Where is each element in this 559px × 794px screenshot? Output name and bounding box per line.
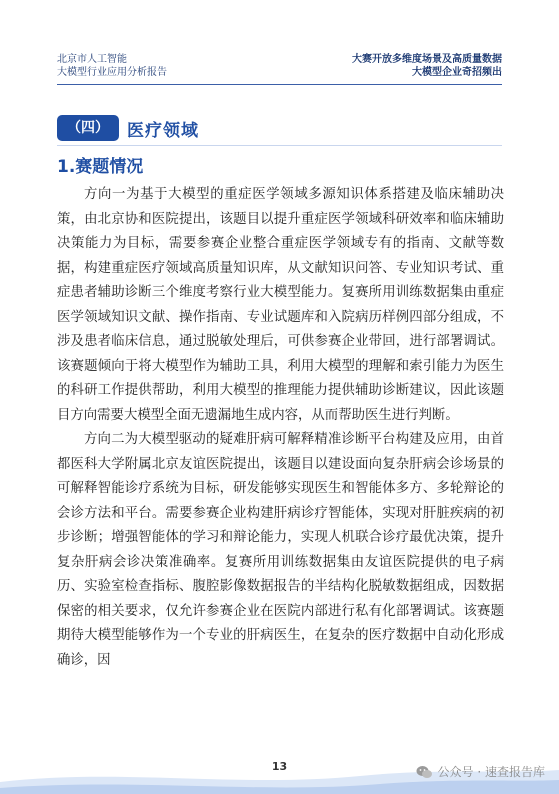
section-title: 医疗领域 xyxy=(127,120,199,141)
body-text xyxy=(57,183,504,673)
section-badge: （四） xyxy=(57,115,119,141)
paragraph: 方向一为基于大模型的重症医学领域多源知识体系搭建及临床辅助决策，由北京协和医院提出，该题目以提升重症医学领域科研效率和临床辅助决策能力为目标，需要参赛企业整合重症医学领域专有的指南、文献等数据，构建重症医疗领域高质量知识库，从文献知识问答、专业知识考试、重症患者辅助诊断三个维度考察行业大模型能力。复赛所用训练数据集由重症医学领域知识文献、操作指南、专业试题库和入院病历样例四部分组成，不涉及患者临床信息，通过脱敏处理后，可供参赛企业带回，进行部署调试。该赛题倾向于将大模型作为辅助工具，利用大模型的理解和索引能力为医生的科研工作提供帮助，利用大模型的推理能力提供辅助诊断建议，因此该题目方向需要大模型全面无遗漏地生成内容，从而帮助医生进行判断。 xyxy=(57,187,504,423)
report-title: 大模型行业应用分析报告 xyxy=(57,67,167,78)
watermark-text: 公众号 · 速查报告库 xyxy=(437,765,545,779)
subheading: 1.赛题情况 xyxy=(57,157,144,177)
watermark xyxy=(416,763,545,780)
section-heading xyxy=(57,115,199,141)
wechat-icon xyxy=(416,765,433,779)
chapter-title: 大赛开放多维度场景及高质量数据 xyxy=(352,54,502,65)
chapter-subtitle: 大模型企业奇招频出 xyxy=(412,67,502,78)
paragraph: 方向二为大模型驱动的疑难肝病可解释精准诊断平台构建及应用，由首都医科大学附属北京友谊医院提出，该题目以建设面向复杂肝病会诊场景的可解释智能诊疗系统为目标，研发能够实现医生和智能体多方、多轮辩论的会诊方法和平台。需要参赛企业构建肝病诊疗智能体，实现对肝脏疾病的初步诊断；增强智能体的学习和辩论能力，实现人机联合诊疗最优决策，提升复杂肝病会诊决策准确率。复赛所用训练数据集由友谊医院提供的电子病历、实验室检查指标、腹腔影像数据报告的半结构化脱敏数据组成，因数据保密的相关要求，仅允许参赛企业在医院内部进行私有化部署调试。该赛题期待大模型能够作为一个专业的肝病医生，在复杂的医疗数据中自动化形成确诊，因 xyxy=(57,432,504,668)
header-right xyxy=(352,53,502,79)
report-org: 北京市人工智能 xyxy=(57,54,127,65)
page-number: 13 xyxy=(271,760,288,773)
header-left xyxy=(57,53,167,79)
header-divider xyxy=(57,84,502,85)
section-divider xyxy=(57,145,502,146)
